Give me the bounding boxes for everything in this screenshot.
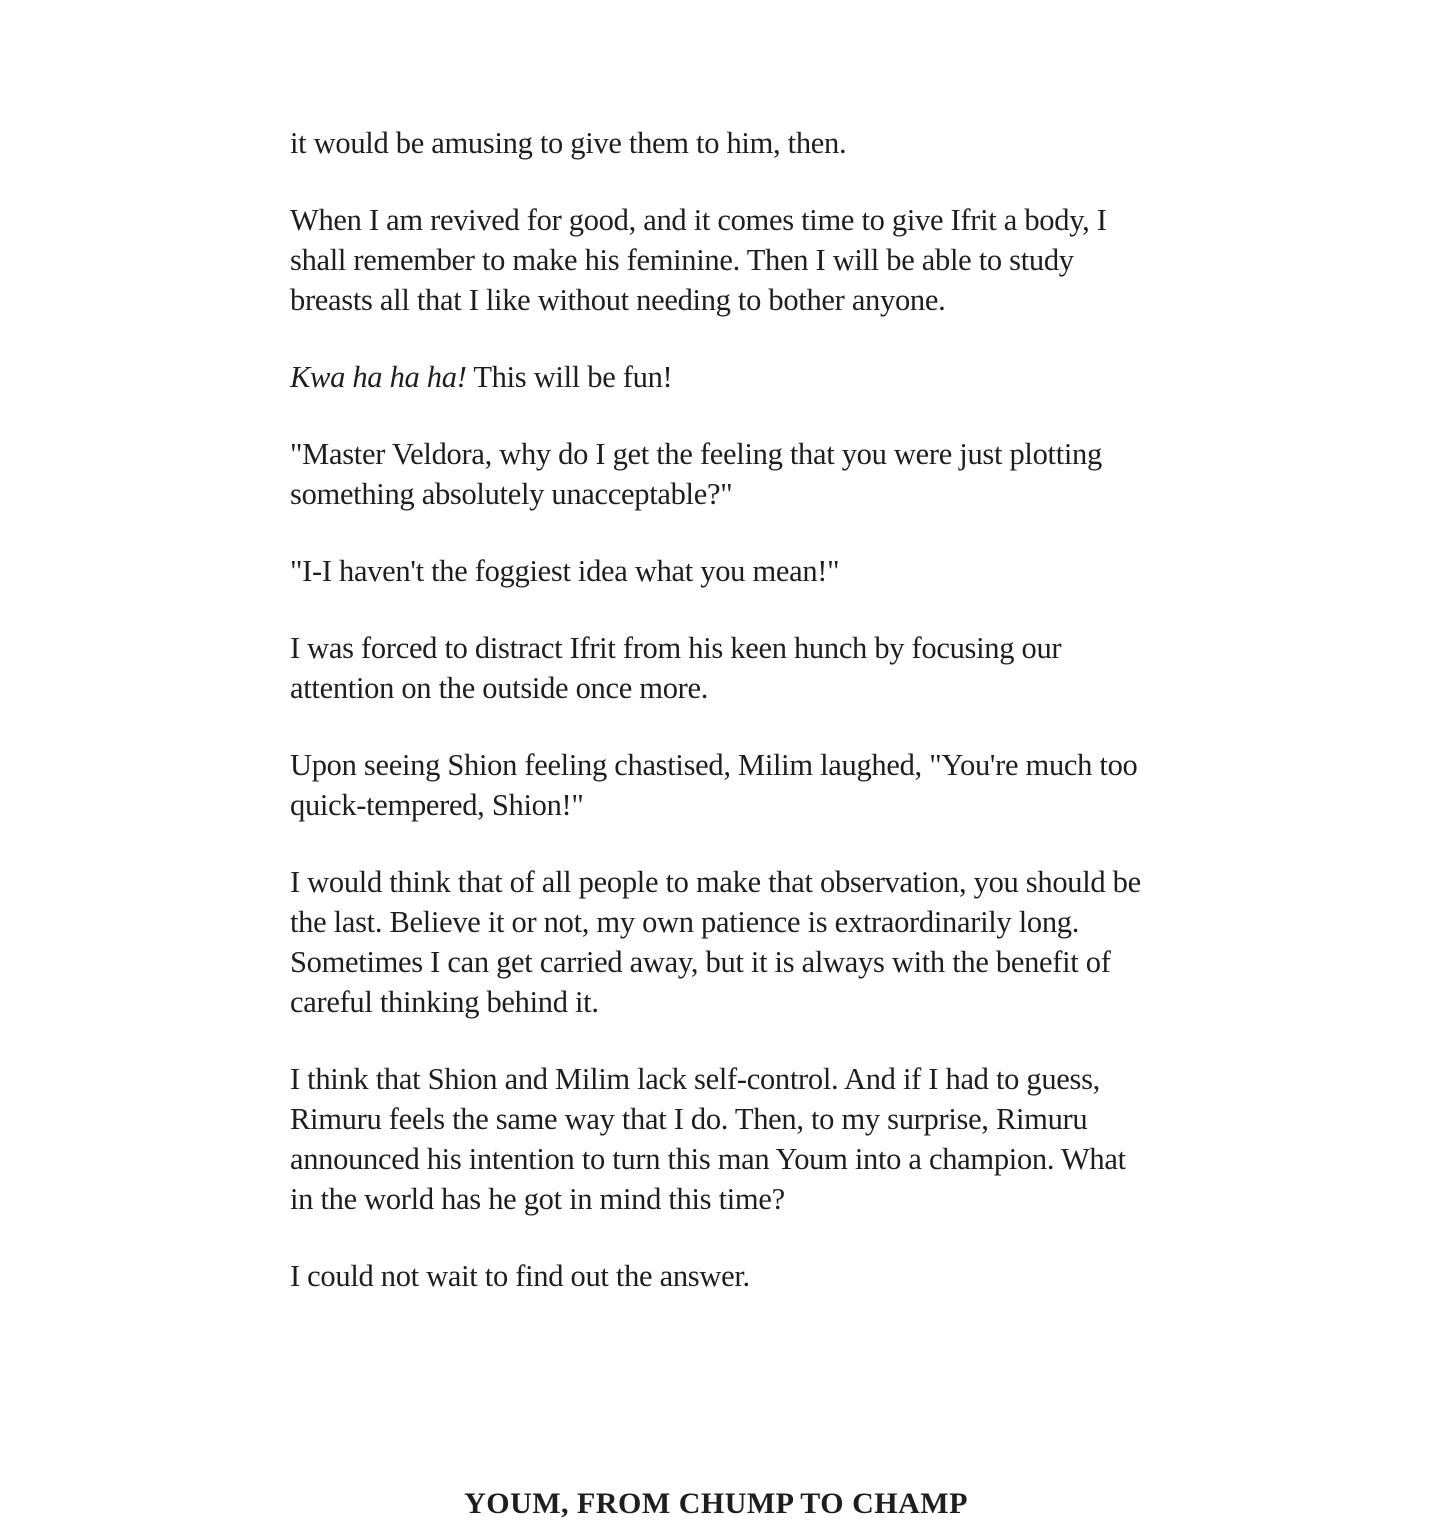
paragraph-text: I could not wait to find out the answer. <box>290 1259 750 1293</box>
paragraph <box>290 862 1142 1022</box>
paragraph <box>290 200 1142 320</box>
paragraph-text: it would be amusing to give them to him, then. <box>290 126 847 160</box>
paragraph-text: This will be fun! <box>466 360 673 394</box>
paragraph-text: I think that Shion and Milim lack self-control. And if I had to guess, Rimuru feels the same way that I do. Then, to my surprise, Rimuru announced his intention to turn this man Youm into a champion. What in the world has he got in mind this time? <box>290 1062 1126 1216</box>
paragraph-text: "I-I haven't the foggiest idea what you mean!" <box>290 554 840 588</box>
text-block <box>290 0 1142 1296</box>
paragraph-italic-lead: Kwa ha ha ha! <box>290 360 467 394</box>
chapter-heading: YOUM, FROM CHUMP TO CHAMP <box>464 1487 968 1520</box>
paragraph <box>290 434 1142 514</box>
paragraph <box>290 628 1142 708</box>
paragraph <box>290 123 1142 163</box>
paragraph-text: I would think that of all people to make that observation, you should be the last. Believe it or not, my own patience is extraordinarily long. Sometimes I can get carried away, but it is always with the benefit of careful thinking behind it. <box>290 865 1141 1019</box>
paragraph <box>290 1256 1142 1296</box>
paragraph <box>290 1059 1142 1219</box>
paragraph <box>290 745 1142 825</box>
paragraph <box>290 551 1142 591</box>
paragraph <box>290 357 1142 397</box>
paragraph-text: When I am revived for good, and it comes time to give Ifrit a body, I shall remember to make his feminine. Then I will be able to study breasts all that I like without needing to bother anyone. <box>290 203 1107 317</box>
paragraph-text: Upon seeing Shion feeling chastised, Milim laughed, "You're much too quick-tempered, Shion!" <box>290 748 1138 822</box>
paragraph-text: I was forced to distract Ifrit from his keen hunch by focusing our attention on the outside once more. <box>290 631 1062 705</box>
paragraph-text: "Master Veldora, why do I get the feeling that you were just plotting something absolutely unacceptable?" <box>290 437 1102 511</box>
